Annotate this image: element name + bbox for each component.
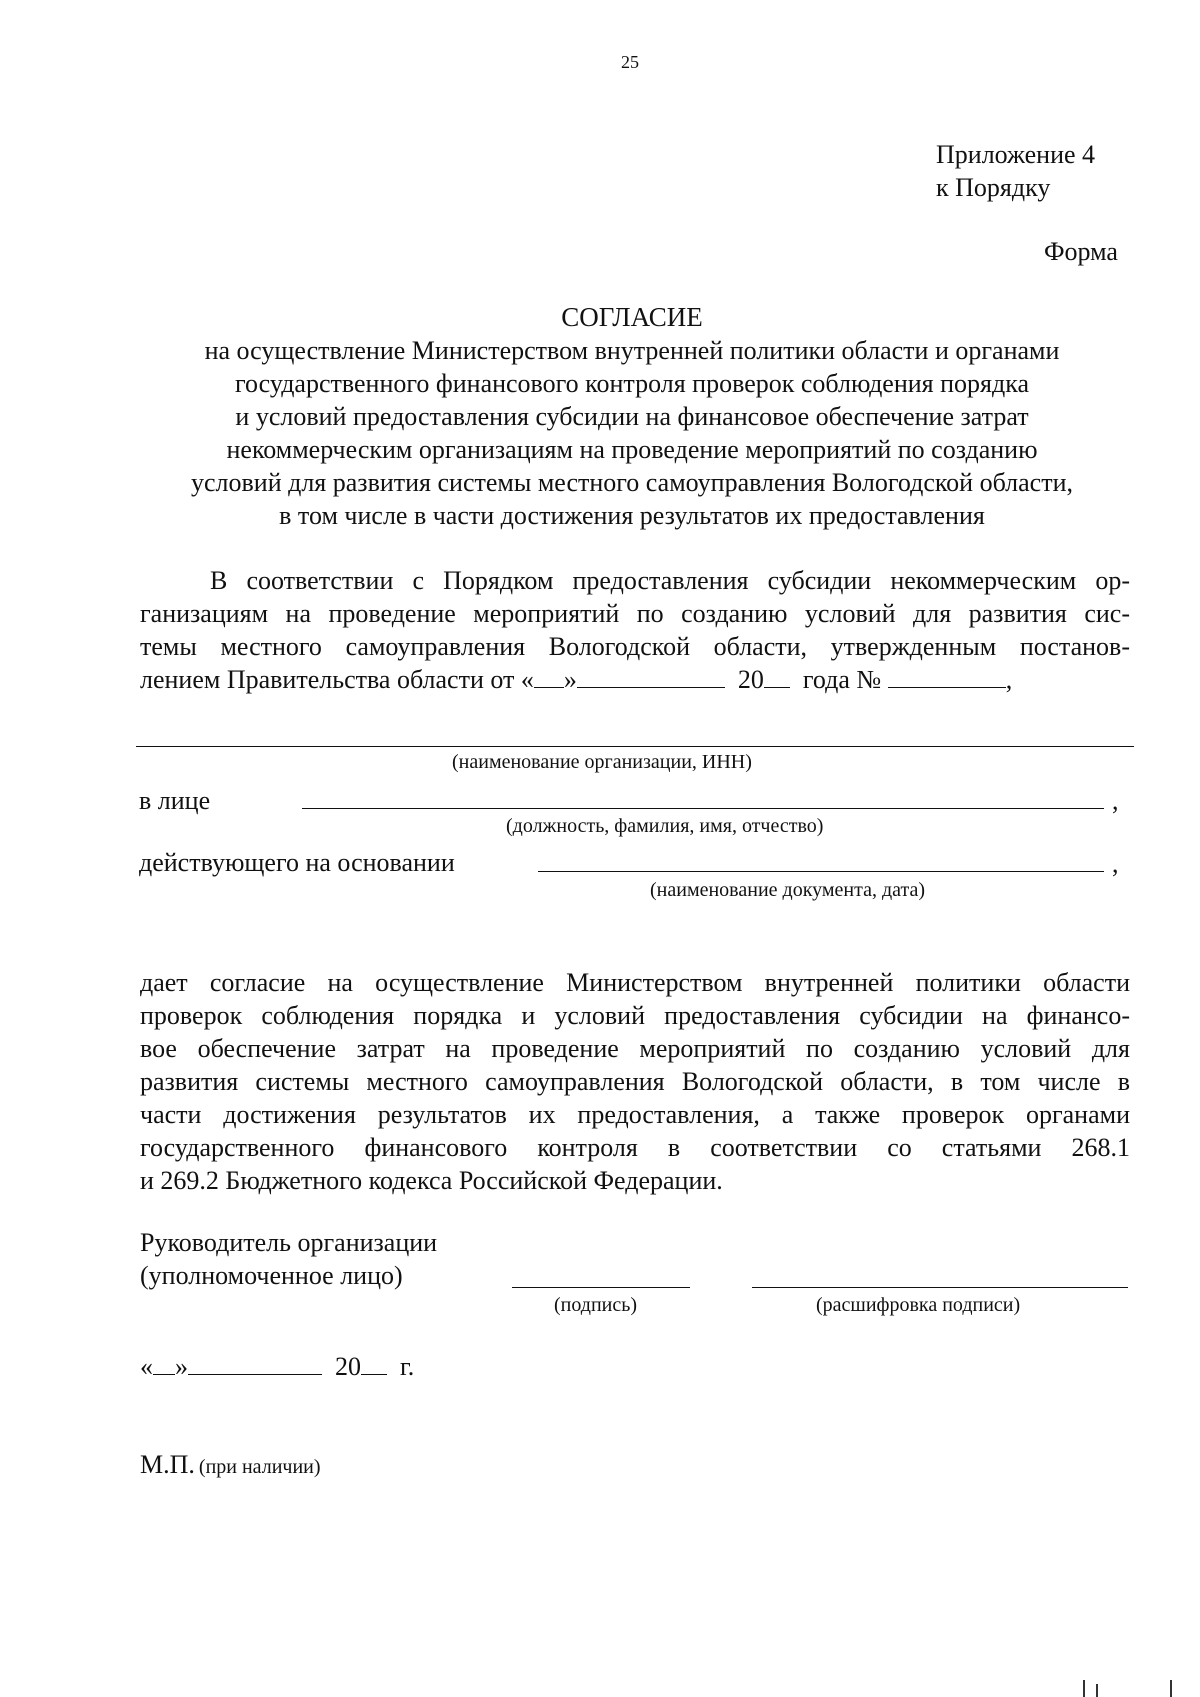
title-line: и условий предоставления субсидии на финансовое обеспечение затрат <box>235 402 1029 431</box>
scan-mark <box>1083 1680 1085 1697</box>
appendix-line-2: к Порядку <box>936 173 1051 202</box>
consent-line: части достижения результатов их предоставления, а также проверок органами <box>140 1100 1130 1129</box>
consent-paragraph <box>140 966 1130 1197</box>
in-person-field[interactable] <box>302 808 1104 809</box>
intro-last-prefix: лением Правительства области от « <box>140 665 534 694</box>
title-line: условий для развития системы местного самоуправления Вологодской области, <box>190 468 1073 497</box>
year-blank[interactable] <box>764 665 790 688</box>
stamp-line <box>140 1450 321 1480</box>
consent-line: государственного финансового контроля в соответствии со статьями 268.1 <box>140 1133 1130 1162</box>
intro-suffix: года № <box>802 665 882 694</box>
signer-role-line-2: (уполномоченное лицо) <box>140 1261 403 1290</box>
date-day-blank[interactable] <box>153 1352 175 1375</box>
org-name-field[interactable] <box>136 746 1134 747</box>
title-line: в том числе в части достижения результатов их предоставления <box>279 501 985 530</box>
date-line <box>140 1350 414 1383</box>
date-year-blank[interactable] <box>361 1352 387 1375</box>
in-person-label: в лице <box>139 786 211 815</box>
basis-caption: (наименование документа, дата) <box>650 879 926 901</box>
day-blank[interactable] <box>534 665 564 688</box>
intro-line: ганизациям на проведение мероприятий по созданию условий для развития сис- <box>140 599 1130 628</box>
signature-decode-caption: (расшифровка подписи) <box>816 1294 1021 1316</box>
scan-mark <box>1170 1680 1172 1697</box>
consent-line: дает согласие на осуществление Министерством внутренней политики области <box>140 968 1130 997</box>
date-suffix: г. <box>400 1352 415 1381</box>
intro-last-line <box>140 663 1130 696</box>
consent-line: и 269.2 Бюджетного кодекса Российской Федерации. <box>140 1166 723 1195</box>
signer-role-line-1: Руководитель организации <box>140 1228 438 1257</box>
date-year: 20 <box>335 1352 361 1381</box>
signature-caption: (подпись) <box>554 1294 638 1316</box>
org-name-caption: (наименование организации, ИНН) <box>452 751 752 773</box>
page-number: 25 <box>621 52 639 72</box>
appendix-line-1: Приложение 4 <box>936 140 1096 169</box>
date-close-quote: » <box>175 1352 188 1381</box>
title-line: на осуществление Министерством внутренней политики области и органами <box>204 336 1060 365</box>
stamp-note: (при наличии) <box>198 1456 321 1478</box>
in-person-caption: (должность, фамилия, имя, отчество) <box>506 815 824 837</box>
consent-line: вое обеспечение затрат на проведение мероприятий по созданию условий для <box>140 1034 1130 1063</box>
intro-line: темы местного самоуправления Вологодской области, утвержденным постанов- <box>140 632 1130 661</box>
date-month-blank[interactable] <box>188 1352 322 1375</box>
in-person-comma: , <box>1112 786 1119 815</box>
document-title <box>130 301 1134 532</box>
intro-comma: , <box>1005 665 1013 694</box>
basis-comma: , <box>1112 849 1119 878</box>
signature-decode-field[interactable] <box>752 1287 1128 1288</box>
consent-line: проверок соблюдения порядка и условий предоставления субсидии на финансо- <box>140 1001 1130 1030</box>
basis-label: действующего на основании <box>139 848 455 877</box>
date-open-quote: « <box>140 1352 153 1381</box>
signature-field[interactable] <box>512 1287 690 1288</box>
scan-mark <box>1096 1684 1098 1697</box>
title-heading: СОГЛАСИЕ <box>561 302 703 332</box>
month-blank[interactable] <box>577 665 725 688</box>
title-line: государственного финансового контроля проверок соблюдения порядка <box>234 369 1030 398</box>
stamp-label: М.П. <box>140 1450 195 1479</box>
basis-field[interactable] <box>538 871 1104 872</box>
intro-quote-close: » <box>563 665 577 694</box>
consent-line: развития системы местного самоуправления Вологодской области, в том числе в <box>140 1067 1130 1096</box>
intro-paragraph <box>140 564 1130 696</box>
decree-number-blank[interactable] <box>888 665 1006 688</box>
form-label: Форма <box>1044 237 1118 266</box>
intro-year: 20 <box>737 665 764 694</box>
title-line: некоммерческим организациям на проведение мероприятий по созданию <box>226 435 1038 464</box>
intro-line: В соответствии с Порядком предоставления субсидии некоммерческим ор- <box>210 566 1130 595</box>
